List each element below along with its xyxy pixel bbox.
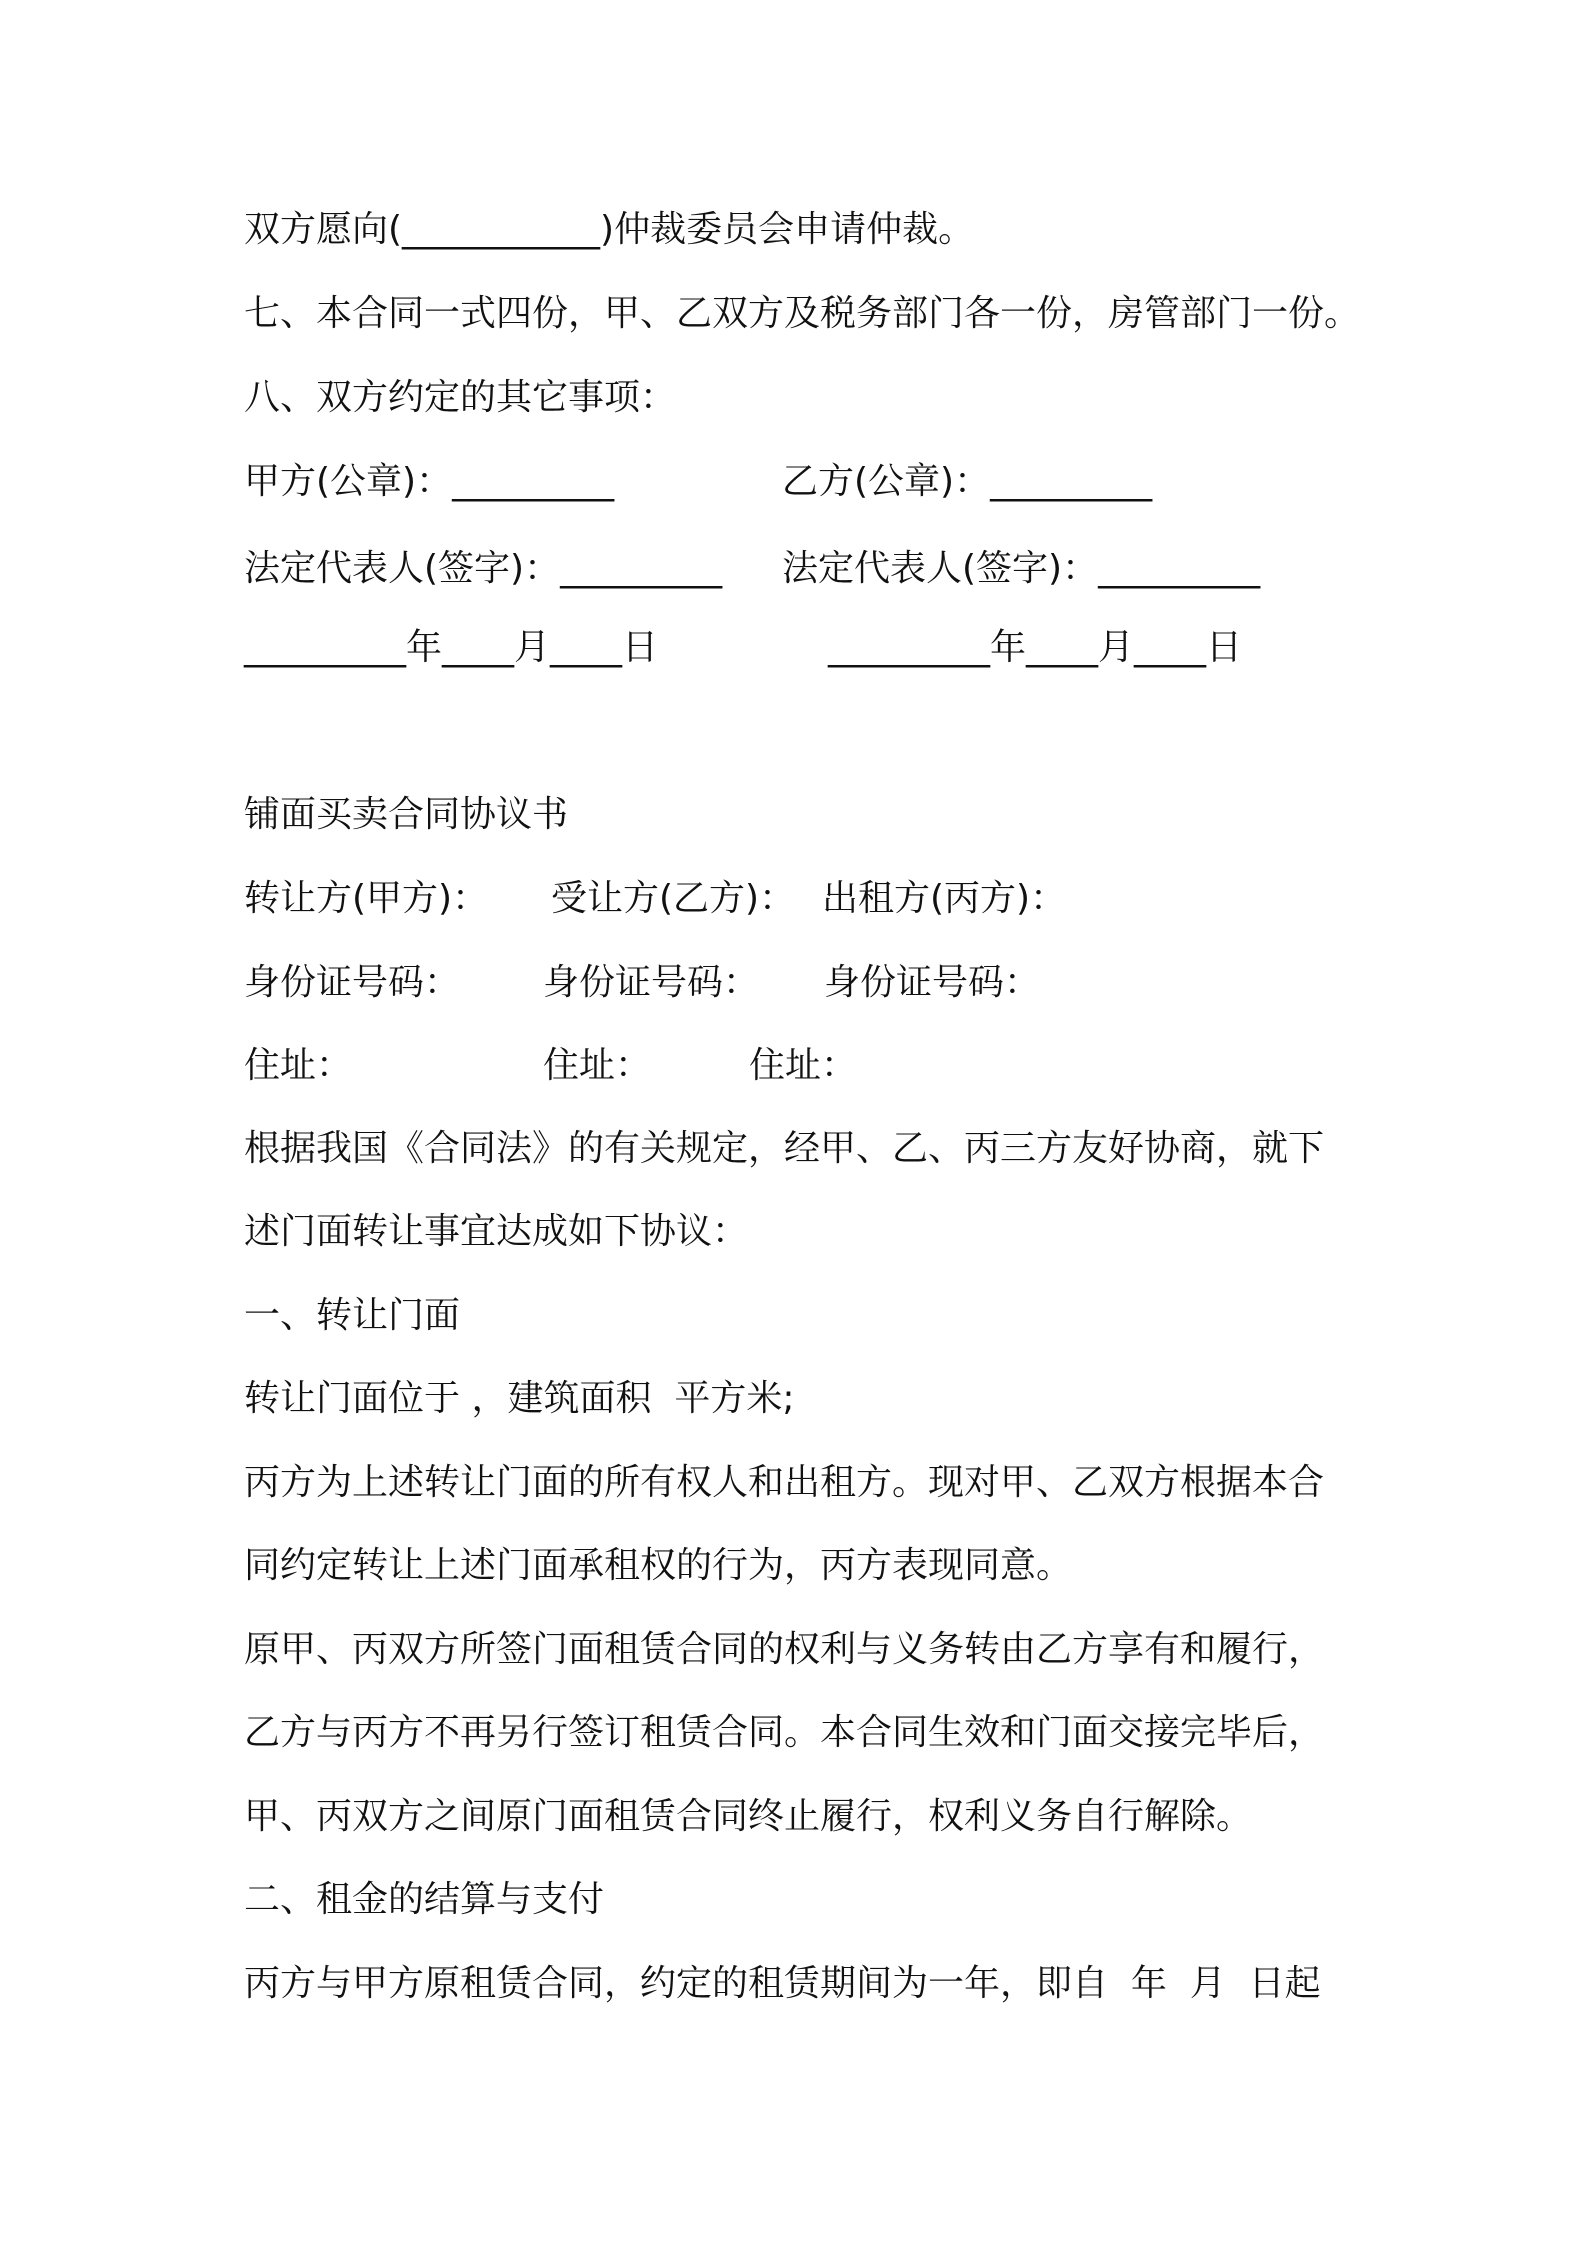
party-a-representative: 法定代表人(签字)：_________: [244, 548, 723, 589]
party-b-seal: 乙方(公章)：_________: [782, 461, 1153, 502]
party-b-date: _________年____月____日: [828, 627, 1242, 668]
heading-transfer: 一、转让门面: [244, 1295, 461, 1336]
address-label-a: 住址：: [244, 1045, 353, 1086]
id-number-label-b: 身份证号码：: [543, 962, 760, 1003]
heading-rent: 二、租金的结算与支付: [244, 1879, 605, 1920]
rights-transfer-line-3: 甲、丙双方之间原门面租赁合同终止履行，权利义务自行解除。: [244, 1796, 1253, 1837]
transfer-location-line: 转让门面位于 ，建筑面积 平方米;: [244, 1378, 795, 1419]
rights-transfer-line-1: 原甲、丙双方所签门面租赁合同的权利与义务转由乙方享有和履行，: [244, 1629, 1325, 1670]
clause-7: 七、本合同一式四份，甲、乙双方及税务部门各一份，房管部门一份。: [244, 293, 1361, 334]
rights-transfer-line-2: 乙方与丙方不再另行签订租赁合同。本合同生效和门面交接完毕后，: [244, 1712, 1325, 1753]
id-number-label-a: 身份证号码：: [244, 962, 461, 1003]
id-number-label-c: 身份证号码：: [824, 962, 1041, 1003]
owner-consent-line-2: 同约定转让上述门面承租权的行为，丙方表现同意。: [244, 1545, 1073, 1586]
party-transferor-label: 转让方(甲方)：: [244, 878, 489, 919]
document-title: 铺面买卖合同协议书: [244, 794, 569, 835]
party-a-date: _________年____月____日: [244, 627, 658, 668]
arbitration-line: 双方愿向(___________)仲裁委员会申请仲裁。: [244, 209, 975, 250]
party-b-representative: 法定代表人(签字)：_________: [782, 548, 1261, 589]
address-label-b: 住址：: [543, 1045, 652, 1086]
owner-consent-line-1: 丙方为上述转让门面的所有权人和出租方。现对甲、乙双方根据本合: [244, 1462, 1325, 1503]
intro-line-1: 根据我国《合同法》的有关规定，经甲、乙、丙三方友好协商，就下: [244, 1128, 1325, 1169]
party-a-seal: 甲方(公章)：_________: [244, 461, 615, 502]
address-label-c: 住址：: [749, 1045, 858, 1086]
party-transferee-label: 受让方(乙方)：: [551, 878, 796, 919]
clause-8: 八、双方约定的其它事项：: [244, 377, 677, 418]
intro-line-2: 述门面转让事宜达成如下协议：: [244, 1211, 749, 1252]
rent-term-line: 丙方与甲方原租赁合同，约定的租赁期间为一年，即自 年 月 日起: [244, 1963, 1321, 2004]
party-lessor-label: 出租方(丙方)：: [822, 878, 1067, 919]
